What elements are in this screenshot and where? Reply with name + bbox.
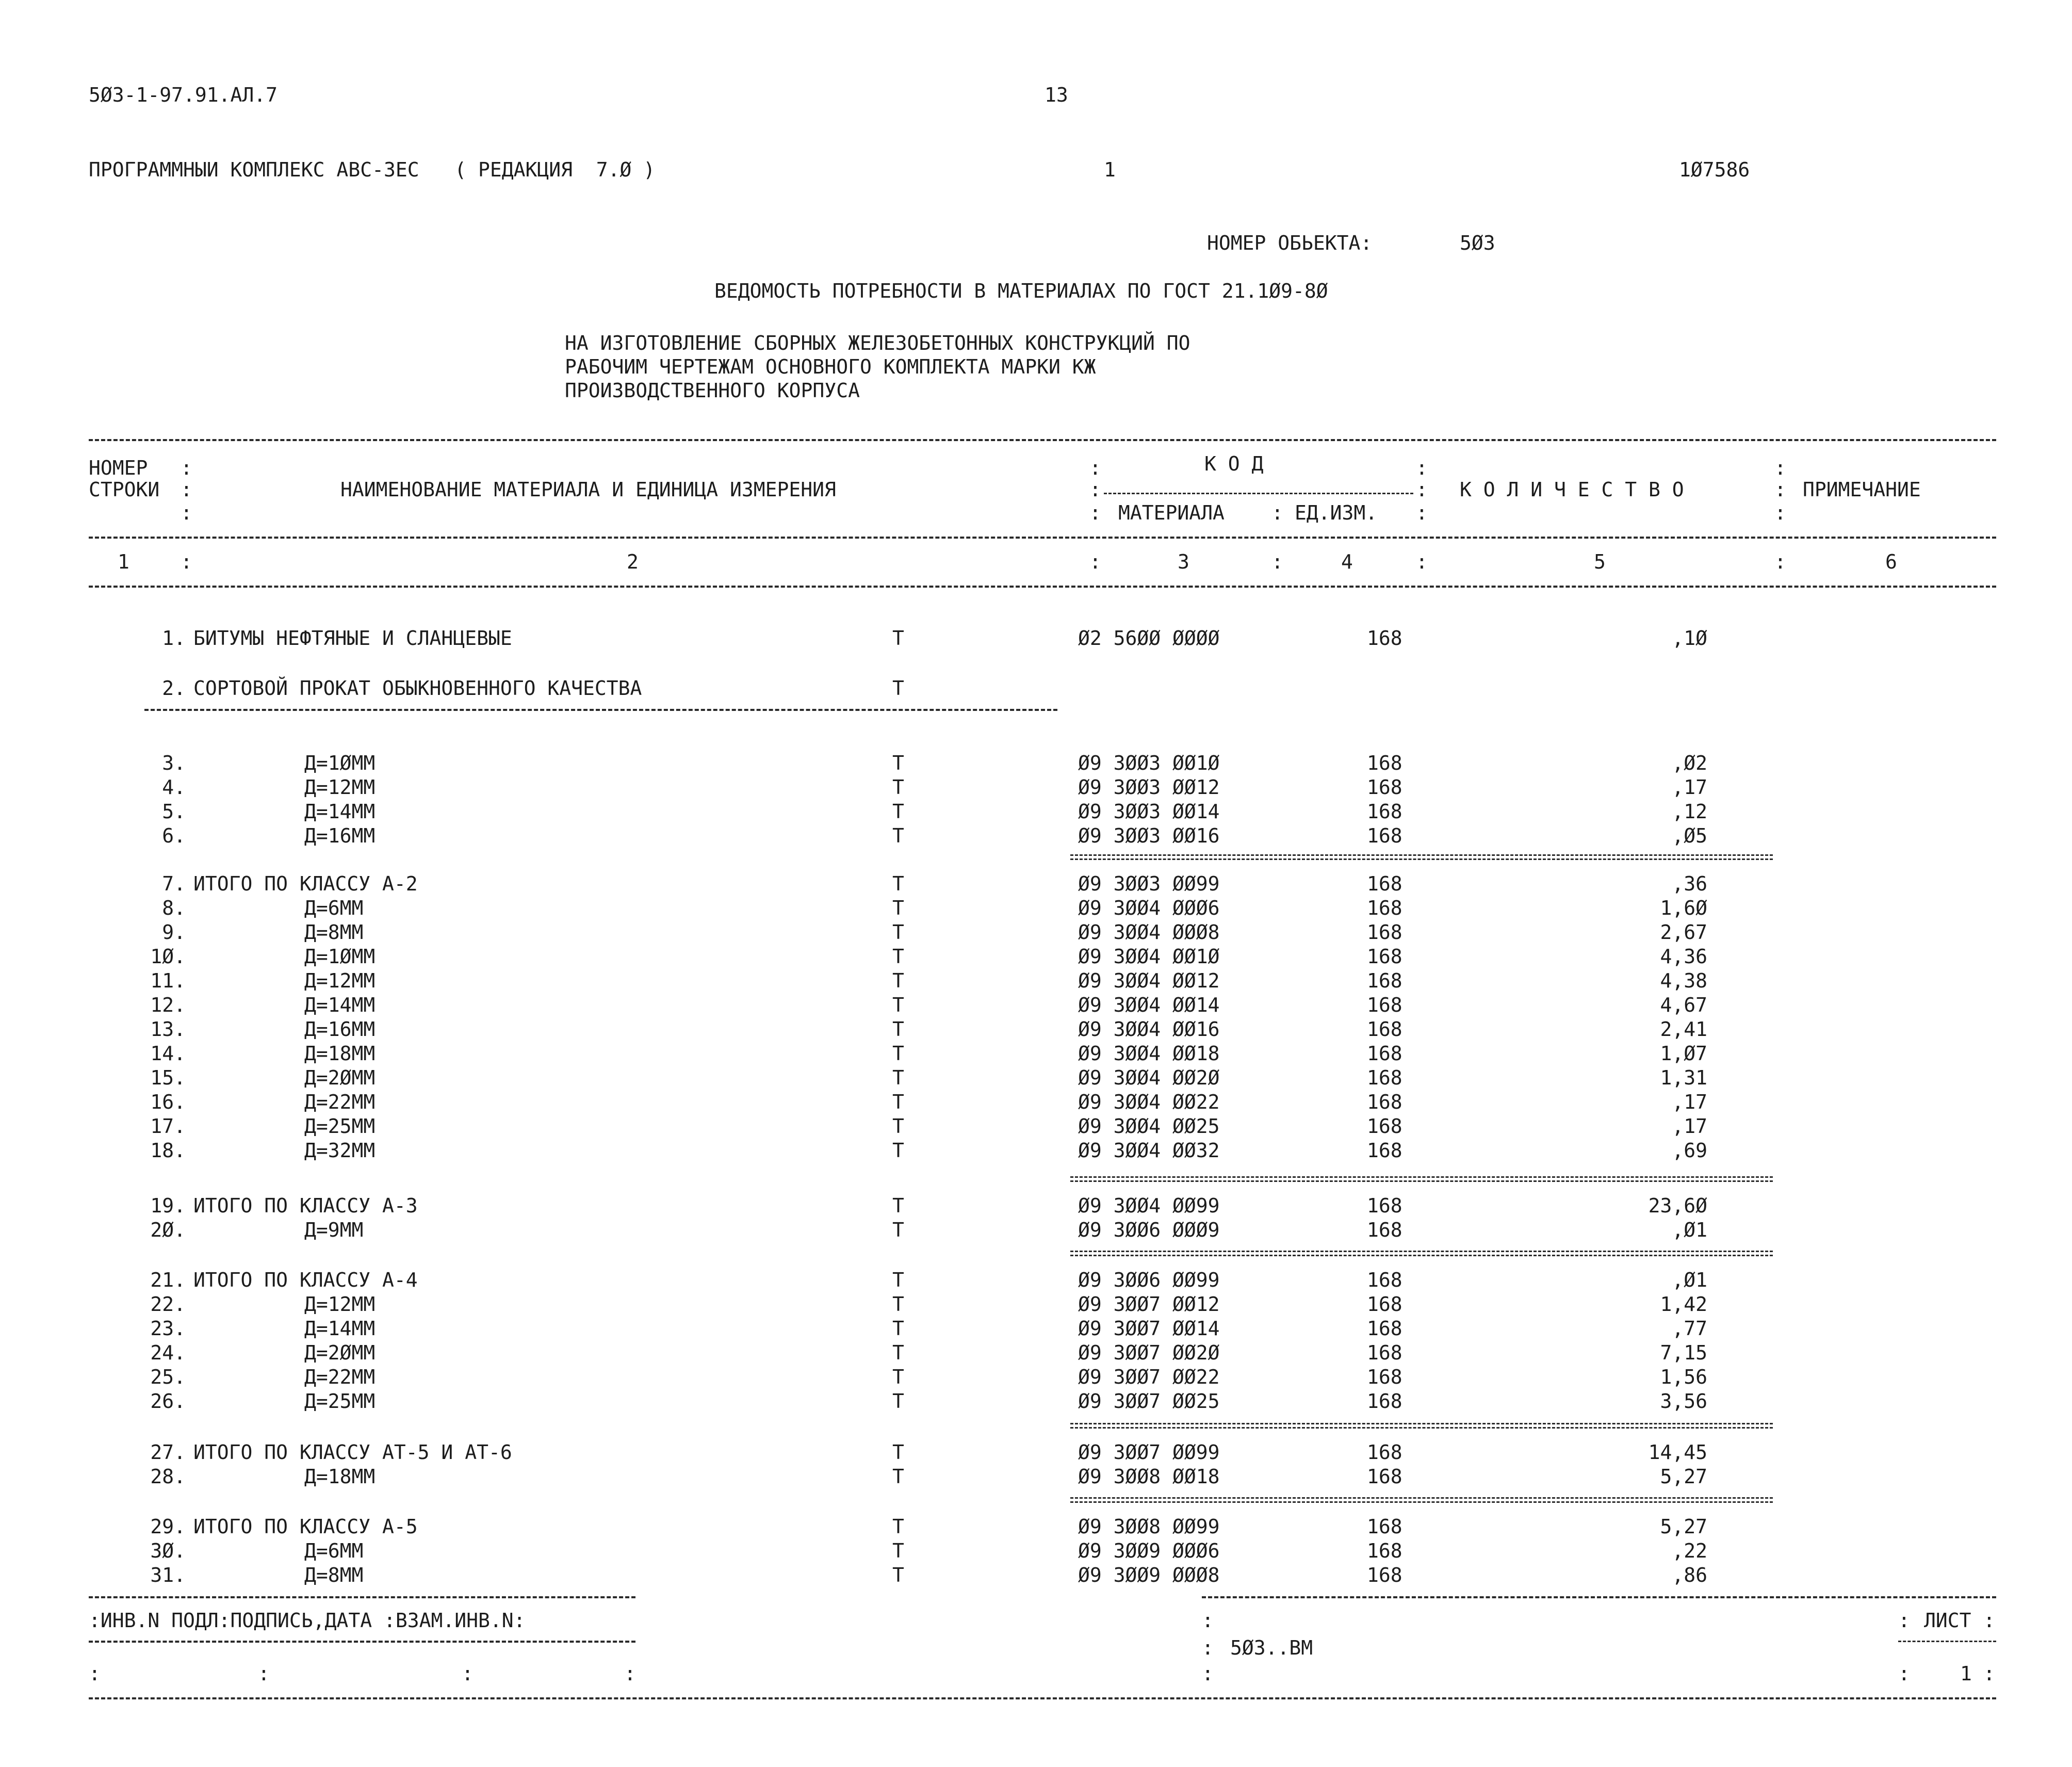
column-number-2: 2 [627, 550, 639, 573]
row-number: 9. [162, 921, 186, 944]
quantity: ,22 [1672, 1539, 1707, 1562]
material-code: Ø9 3ØØ7 ØØ25 [1078, 1390, 1220, 1413]
material-code: Ø2 56ØØ ØØØØ [1078, 627, 1220, 650]
header-separator: : [1089, 478, 1101, 501]
unit: Т [892, 921, 904, 944]
material-name: Д=9ММ [304, 1219, 364, 1241]
unit-code: 168 [1367, 1018, 1402, 1041]
row-number: 1Ø. [150, 945, 186, 968]
header-row-number-2: СТРОКИ [89, 478, 160, 501]
object-number-label: НОМЕР ОБЬЕКТА: [1207, 232, 1373, 254]
row-number: 2. [162, 677, 186, 700]
unit: Т [892, 1539, 904, 1562]
column-separator: : [1089, 550, 1101, 573]
quantity: 23,6Ø [1648, 1194, 1707, 1217]
header-separator: : [1089, 501, 1101, 524]
document-reference: 5Ø3..ВМ [1230, 1636, 1313, 1659]
material-code: Ø9 3ØØ4 ØØ2Ø [1078, 1066, 1220, 1089]
stamp-separator: : [1898, 1662, 1910, 1685]
stamp-separator: : [1983, 1662, 1995, 1685]
material-code: Ø9 3ØØ3 ØØ99 [1078, 872, 1220, 895]
sheet-rule [1898, 1641, 1996, 1642]
material-code: Ø9 3ØØ4 ØØØ6 [1078, 897, 1220, 919]
unit: Т [892, 1194, 904, 1217]
quantity: 4,36 [1660, 945, 1707, 968]
material-name: Д=2ØММ [304, 1066, 376, 1089]
row-number: 8. [162, 897, 186, 919]
quantity: ,12 [1672, 800, 1707, 823]
unit: Т [892, 627, 904, 650]
unit-code: 168 [1367, 1293, 1402, 1316]
unit-code: 168 [1367, 1341, 1402, 1364]
column-separator: : [1271, 550, 1283, 573]
column-number-5: 5 [1594, 550, 1606, 573]
material-code: Ø9 3ØØ8 ØØ99 [1078, 1515, 1220, 1538]
header-top-rule [89, 439, 1996, 441]
material-name: Д=12ММ [304, 969, 376, 992]
subtotal-rule [1070, 1423, 1773, 1429]
material-code: Ø9 3ØØ3 ØØ12 [1078, 776, 1220, 799]
material-code: Ø9 3ØØ4 ØØ18 [1078, 1042, 1220, 1065]
material-code: Ø9 3ØØ7 ØØ12 [1078, 1293, 1220, 1316]
row-number: 22. [150, 1293, 186, 1316]
quantity: ,36 [1672, 872, 1707, 895]
row-number: 19. [150, 1194, 186, 1217]
material-name: Д=14ММ [304, 800, 376, 823]
unit: Т [892, 1366, 904, 1388]
unit: Т [892, 800, 904, 823]
column-number-1: 1 [118, 550, 129, 573]
column-number-3: 3 [1178, 550, 1189, 573]
material-code: Ø9 3ØØ4 ØØ25 [1078, 1115, 1220, 1138]
unit: Т [892, 1139, 904, 1162]
row-number: 11. [150, 969, 186, 992]
stamp-separator: : [1202, 1609, 1214, 1632]
unit-code: 168 [1367, 1139, 1402, 1162]
material-code: Ø9 3ØØ4 ØØ12 [1078, 969, 1220, 992]
sheet-label: ЛИСТ [1924, 1609, 1971, 1632]
unit: Т [892, 824, 904, 847]
header-material-name: НАИМЕНОВАНИЕ МАТЕРИАЛА И ЕДИНИЦА ИЗМЕРЕНИЯ [340, 478, 836, 501]
material-name: Д=1ØММ [304, 752, 376, 774]
material-name: Д=14ММ [304, 994, 376, 1016]
row-number: 31. [150, 1564, 186, 1586]
unit-code: 168 [1367, 945, 1402, 968]
unit-code: 168 [1367, 1515, 1402, 1538]
quantity: ,17 [1672, 1115, 1707, 1138]
row-number: 27. [150, 1441, 186, 1464]
material-name: Д=22ММ [304, 1366, 376, 1388]
quantity: ,Ø5 [1672, 824, 1707, 847]
row-number: 14. [150, 1042, 186, 1065]
unit-code: 168 [1367, 1317, 1402, 1340]
unit: Т [892, 677, 904, 700]
footer-stamp-rule [89, 1641, 635, 1643]
material-name: Д=32ММ [304, 1139, 376, 1162]
unit: Т [892, 1515, 904, 1538]
material-code: Ø9 3ØØ3 ØØ14 [1078, 800, 1220, 823]
row-number: 13. [150, 1018, 186, 1041]
sheet-number: 1 [1104, 158, 1116, 181]
material-code: Ø9 3ØØ6 ØØØ9 [1078, 1219, 1220, 1241]
material-name: Д=16ММ [304, 1018, 376, 1041]
header-separator: : [1774, 478, 1786, 501]
material-code: Ø9 3ØØ7 ØØ14 [1078, 1317, 1220, 1340]
subtotal-rule [1070, 1176, 1773, 1182]
header-separator: : [1089, 457, 1101, 479]
row-number: 17. [150, 1115, 186, 1138]
page-number: 13 [1045, 84, 1068, 106]
material-name: Д=25ММ [304, 1390, 376, 1413]
stamp-separator: : [89, 1662, 101, 1685]
unit-code: 168 [1367, 872, 1402, 895]
unit: Т [892, 752, 904, 774]
header-separator: : [1416, 457, 1428, 479]
serial-number: 1Ø7586 [1679, 158, 1750, 181]
document-code: 5Ø3-1-97.91.АЛ.7 [89, 84, 278, 106]
material-name: Д=1ØММ [304, 945, 376, 968]
quantity: ,Ø2 [1672, 752, 1707, 774]
column-separator: : [1416, 550, 1428, 573]
row-number: 24. [150, 1341, 186, 1364]
material-name: Д=8ММ [304, 921, 364, 944]
unit: Т [892, 1269, 904, 1291]
quantity: ,Ø1 [1672, 1219, 1707, 1241]
unit-code: 168 [1367, 1091, 1402, 1113]
column-separator: : [1774, 550, 1786, 573]
header-code-unit: ЕД.ИЗМ. [1295, 501, 1378, 524]
unit-code: 168 [1367, 1390, 1402, 1413]
material-name: ИТОГО ПО КЛАССУ А-5 [193, 1515, 418, 1538]
sheet-value: 1 [1960, 1662, 1972, 1685]
material-code: Ø9 3ØØ4 ØØØ8 [1078, 921, 1220, 944]
unit-code: 168 [1367, 752, 1402, 774]
header-separator: : [181, 501, 192, 524]
unit-code: 168 [1367, 921, 1402, 944]
object-number: 5Ø3 [1460, 232, 1495, 254]
material-name: ИТОГО ПО КЛАССУ А-4 [193, 1269, 418, 1291]
material-code: Ø9 3ØØ3 ØØ16 [1078, 824, 1220, 847]
stamp-separator: : [624, 1662, 636, 1685]
subtotal-rule [1070, 854, 1773, 860]
quantity: 1,42 [1660, 1293, 1707, 1316]
material-code: Ø9 3ØØ4 ØØ32 [1078, 1139, 1220, 1162]
material-name: Д=22ММ [304, 1091, 376, 1113]
footer-bottom-rule [89, 1697, 1996, 1699]
quantity: 5,27 [1660, 1465, 1707, 1488]
unit-code: 168 [1367, 1564, 1402, 1586]
material-code: Ø9 3ØØ4 ØØ1Ø [1078, 945, 1220, 968]
quantity: 2,41 [1660, 1018, 1707, 1041]
header-separator: : [1416, 501, 1428, 524]
material-name: ИТОГО ПО КЛАССУ АТ-5 И АТ-6 [193, 1441, 512, 1464]
subtitle-line-1: НА ИЗГОТОВЛЕНИЕ СБОРНЫХ ЖЕЛЕЗОБЕТОННЫХ КОНСТРУКЦИЙ ПО [565, 332, 1190, 354]
unit: Т [892, 1219, 904, 1241]
header-code: К О Д [1204, 452, 1264, 475]
stamp-separator: : [462, 1662, 474, 1685]
material-code: Ø9 3ØØ7 ØØ2Ø [1078, 1341, 1220, 1364]
unit-code: 168 [1367, 776, 1402, 799]
unit-code: 168 [1367, 824, 1402, 847]
unit-code: 168 [1367, 969, 1402, 992]
material-name: Д=6ММ [304, 897, 364, 919]
unit: Т [892, 872, 904, 895]
material-code: Ø9 3ØØ7 ØØ99 [1078, 1441, 1220, 1464]
unit: Т [892, 994, 904, 1016]
material-name: Д=6ММ [304, 1539, 364, 1562]
material-name: БИТУМЫ НЕФТЯНЫЕ И СЛАНЦЕВЫЕ [193, 627, 512, 650]
material-name: ИТОГО ПО КЛАССУ А-2 [193, 872, 418, 895]
unit-code: 168 [1367, 800, 1402, 823]
material-code: Ø9 3ØØ8 ØØ18 [1078, 1465, 1220, 1488]
quantity: 4,38 [1660, 969, 1707, 992]
row-number: 3Ø. [150, 1539, 186, 1562]
unit-code: 168 [1367, 1042, 1402, 1065]
unit: Т [892, 1390, 904, 1413]
unit: Т [892, 1115, 904, 1138]
material-name: Д=18ММ [304, 1042, 376, 1065]
column-number-6: 6 [1885, 550, 1897, 573]
row-number: 15. [150, 1066, 186, 1089]
row-number: 3. [162, 752, 186, 774]
unit: Т [892, 1465, 904, 1488]
material-name: Д=18ММ [304, 1465, 376, 1488]
unit: Т [892, 1042, 904, 1065]
program-line: ПРОГРАММНЫИ КОМПЛЕКС АВС-3ЕС ( РЕДАКЦИЯ 7.Ø ) [89, 158, 656, 181]
quantity: 1,56 [1660, 1366, 1707, 1388]
row-number: 7. [162, 872, 186, 895]
material-code: Ø9 3ØØ3 ØØ1Ø [1078, 752, 1220, 774]
unit-code: 168 [1367, 1269, 1402, 1291]
material-name: Д=25ММ [304, 1115, 376, 1138]
material-code: Ø9 3ØØ9 ØØØ6 [1078, 1539, 1220, 1562]
row-number: 18. [150, 1139, 186, 1162]
material-name: Д=14ММ [304, 1317, 376, 1340]
quantity: ,Ø1 [1672, 1269, 1707, 1291]
document-title: ВЕДОМОСТЬ ПОТРЕБНОСТИ В МАТЕРИАЛАХ ПО ГОСТ 21.1Ø9-8Ø [714, 280, 1328, 302]
quantity: 2,67 [1660, 921, 1707, 944]
material-name: ИТОГО ПО КЛАССУ А-3 [193, 1194, 418, 1217]
stamp-separator: : [258, 1662, 270, 1685]
quantity: ,69 [1672, 1139, 1707, 1162]
header-note: ПРИМЕЧАНИЕ [1803, 478, 1921, 501]
row-number: 5. [162, 800, 186, 823]
unit: Т [892, 1293, 904, 1316]
row-number: 16. [150, 1091, 186, 1113]
unit-code: 168 [1367, 994, 1402, 1016]
unit: Т [892, 1018, 904, 1041]
subtotal-rule [1070, 1251, 1773, 1256]
quantity: ,17 [1672, 776, 1707, 799]
unit-code: 168 [1367, 1366, 1402, 1388]
quantity: ,17 [1672, 1091, 1707, 1113]
unit-code: 168 [1367, 1066, 1402, 1089]
unit: Т [892, 1341, 904, 1364]
row-number: 28. [150, 1465, 186, 1488]
header-separator: : [181, 457, 192, 479]
material-name: Д=8ММ [304, 1564, 364, 1586]
material-code: Ø9 3ØØ6 ØØ99 [1078, 1269, 1220, 1291]
header-bottom-rule [89, 586, 1996, 588]
unit: Т [892, 1091, 904, 1113]
header-row-number-1: НОМЕР [89, 457, 148, 479]
section-rule [144, 709, 1057, 711]
unit-code: 168 [1367, 1441, 1402, 1464]
material-name: Д=12ММ [304, 776, 376, 799]
header-separator: : [1271, 501, 1283, 524]
stamp-separator: : [1202, 1662, 1214, 1685]
header-code-material: МАТЕРИАЛА [1118, 501, 1225, 524]
row-number: 23. [150, 1317, 186, 1340]
row-number: 6. [162, 824, 186, 847]
material-code: Ø9 3ØØ4 ØØ99 [1078, 1194, 1220, 1217]
subtitle-line-2: РАБОЧИМ ЧЕРТЕЖАМ ОСНОВНОГО КОМПЛЕКТА МАРКИ КЖ [565, 355, 1096, 378]
quantity: ,77 [1672, 1317, 1707, 1340]
row-number: 26. [150, 1390, 186, 1413]
quantity: ,1Ø [1672, 627, 1707, 650]
footer-rule-right [1202, 1596, 1996, 1598]
material-code: Ø9 3ØØ4 ØØ22 [1078, 1091, 1220, 1113]
subtotal-rule [1070, 1497, 1773, 1503]
quantity: 3,56 [1660, 1390, 1707, 1413]
row-number: 12. [150, 994, 186, 1016]
unit: Т [892, 945, 904, 968]
unit: Т [892, 897, 904, 919]
quantity: 5,27 [1660, 1515, 1707, 1538]
column-separator: : [181, 550, 192, 573]
header-separator: : [1774, 457, 1786, 479]
header-separator: : [1416, 478, 1428, 501]
unit: Т [892, 776, 904, 799]
row-number: 4. [162, 776, 186, 799]
column-number-4: 4 [1341, 550, 1353, 573]
unit: Т [892, 1317, 904, 1340]
unit: Т [892, 1066, 904, 1089]
material-code: Ø9 3ØØ7 ØØ22 [1078, 1366, 1220, 1388]
unit-code: 168 [1367, 897, 1402, 919]
material-code: Ø9 3ØØ4 ØØ16 [1078, 1018, 1220, 1041]
unit-code: 168 [1367, 1115, 1402, 1138]
stamp-separator: : [1898, 1609, 1910, 1632]
quantity: 7,15 [1660, 1341, 1707, 1364]
quantity: 1,31 [1660, 1066, 1707, 1089]
material-code: Ø9 3ØØ4 ØØ14 [1078, 994, 1220, 1016]
unit: Т [892, 969, 904, 992]
header-mid-rule [89, 537, 1996, 539]
unit-code: 168 [1367, 1465, 1402, 1488]
header-separator: : [1774, 501, 1786, 524]
material-name: СОРТОВОЙ ПРОКАТ ОБЫКНОВЕННОГО КАЧЕСТВА [193, 677, 642, 700]
row-number: 29. [150, 1515, 186, 1538]
unit-code: 168 [1367, 1194, 1402, 1217]
row-number: 2Ø. [150, 1219, 186, 1241]
row-number: 25. [150, 1366, 186, 1388]
header-quantity: К О Л И Ч Е С Т В О [1460, 478, 1684, 501]
stamp-separator: : [1983, 1609, 1995, 1632]
unit-code: 168 [1367, 627, 1402, 650]
unit: Т [892, 1564, 904, 1586]
unit: Т [892, 1441, 904, 1464]
footer-rule-left [89, 1596, 635, 1598]
subtitle-line-3: ПРОИЗВОДСТВЕННОГО КОРПУСА [565, 379, 860, 402]
header-code-rule [1104, 493, 1413, 494]
stamp-separator: : [1202, 1636, 1214, 1659]
material-name: Д=12ММ [304, 1293, 376, 1316]
stamp-header: :ИНВ.N ПОДЛ:ПОДПИСЬ,ДАТА :ВЗАМ.ИНВ.N: [89, 1609, 526, 1632]
quantity: ,86 [1672, 1564, 1707, 1586]
row-number: 1. [162, 627, 186, 650]
material-name: Д=2ØММ [304, 1341, 376, 1364]
row-number: 21. [150, 1269, 186, 1291]
quantity: 1,Ø7 [1660, 1042, 1707, 1065]
quantity: 4,67 [1660, 994, 1707, 1016]
quantity: 1,6Ø [1660, 897, 1707, 919]
unit-code: 168 [1367, 1219, 1402, 1241]
unit-code: 168 [1367, 1539, 1402, 1562]
header-separator: : [181, 478, 192, 501]
quantity: 14,45 [1648, 1441, 1707, 1464]
material-name: Д=16ММ [304, 824, 376, 847]
material-code: Ø9 3ØØ9 ØØØ8 [1078, 1564, 1220, 1586]
